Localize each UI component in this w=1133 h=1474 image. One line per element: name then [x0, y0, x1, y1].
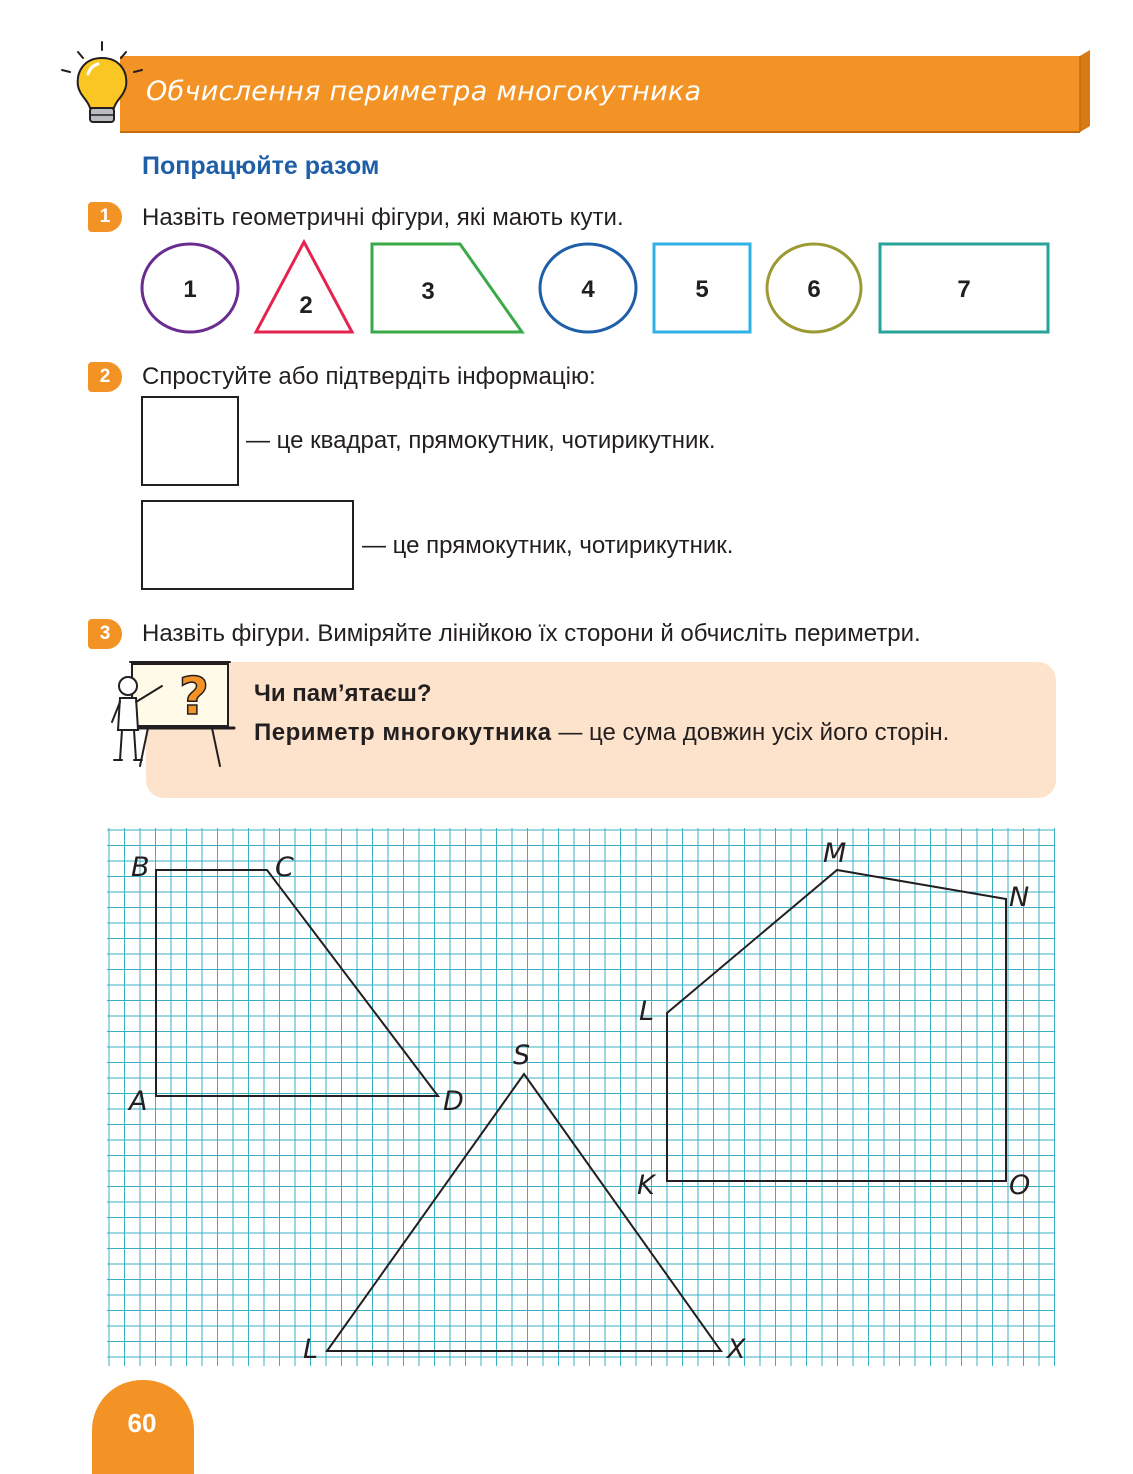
shape-2-triangle — [256, 242, 352, 332]
shape-5-square — [654, 244, 750, 332]
reminder-definition — [254, 716, 1032, 749]
reminder-title: Чи пам’ятаєш? — [254, 680, 432, 707]
shape-6-label: 6 — [807, 276, 821, 303]
vertex-label-o: O — [1009, 1170, 1031, 1201]
figure-pentagon-lmnok — [667, 870, 1006, 1181]
page-number: 60 — [127, 1408, 157, 1438]
shape-4-label: 4 — [581, 276, 595, 303]
figure-triangle-lsx — [327, 1074, 721, 1351]
vertex-label-x: X — [727, 1334, 746, 1365]
vertex-label-a: A — [129, 1086, 148, 1117]
shape-7-rectangle — [880, 244, 1048, 332]
reminder-definition-text: — це сума довжин усіх його сторін. — [551, 719, 950, 746]
shape-3-trapezoid — [372, 244, 522, 332]
vertex-label-m: M — [823, 838, 847, 869]
section-heading: Попрацюйте разом — [142, 152, 380, 180]
shape-3-label: 3 — [421, 278, 435, 305]
graph-paper-grid — [107, 828, 1055, 1366]
vertex-label-l-pentagon: L — [639, 996, 655, 1027]
vertex-label-b: B — [131, 852, 150, 883]
task-number-badge: 1 — [88, 202, 122, 232]
shape-7-label: 7 — [957, 276, 971, 303]
task-text: Назвіть фігури. Виміряйте лінійкою їх сторони й обчисліть периметри. — [142, 620, 921, 647]
shape-2-label: 2 — [299, 292, 313, 319]
lightbulb-icon — [58, 40, 148, 132]
shape-1-label: 1 — [183, 276, 197, 303]
task-text: Назвіть геометричні фігури, які мають кути. — [142, 204, 624, 231]
shape-4-circle — [540, 244, 636, 332]
task-number-badge: 2 — [88, 362, 122, 392]
teacher-board-question-icon — [100, 656, 250, 776]
shape-5-label: 5 — [695, 276, 709, 303]
vertex-label-d: D — [443, 1086, 464, 1117]
shape-6-circle — [767, 244, 861, 332]
statement-text: — це квадрат, прямокутник, чотирикутник. — [246, 427, 716, 454]
reminder-term: Периметр многокутника — [254, 719, 552, 746]
rectangle-figure — [141, 500, 354, 590]
task-text: Спростуйте або підтвердіть інформацію: — [142, 363, 596, 390]
vertex-label-l-triangle: L — [303, 1334, 319, 1365]
vertex-label-k: K — [637, 1170, 655, 1201]
page-title: Обчислення периметра многокутника — [146, 76, 702, 107]
vertex-label-n: N — [1009, 882, 1030, 913]
shapes-row — [138, 236, 1058, 340]
vertex-label-s: S — [513, 1040, 531, 1071]
shape-1-circle — [142, 244, 238, 332]
vertex-label-c: C — [275, 852, 294, 883]
statement-text: — це прямокутник, чотирикутник. — [362, 532, 734, 559]
task-number-badge: 3 — [88, 619, 122, 649]
square-figure — [141, 396, 239, 486]
svg-text:?: ? — [178, 667, 210, 727]
